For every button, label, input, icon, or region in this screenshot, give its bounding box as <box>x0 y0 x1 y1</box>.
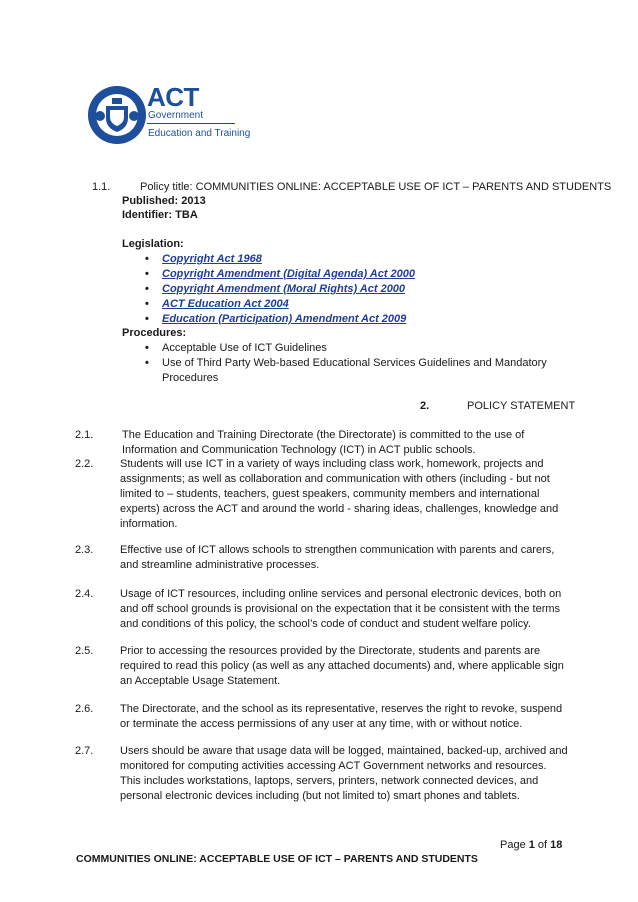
legislation-link[interactable]: Copyright Amendment (Moral Rights) Act 2000 <box>162 283 406 295</box>
paragraph-line: and streamline administrative processes. <box>120 559 320 571</box>
page-number <box>500 838 562 853</box>
procedures-list <box>145 341 547 371</box>
legislation-item[interactable] <box>145 282 415 297</box>
paragraph-line: Information and Communication Technology (ICT) in ACT public schools. <box>122 444 476 456</box>
paragraph-line: information. <box>120 518 178 530</box>
paragraph-line: monitored for computing activities accessing ACT Government networks and resources. <box>120 760 547 772</box>
page-prefix: Page <box>500 839 529 851</box>
procedure-item: • Acceptable Use of ICT Guidelines <box>145 341 547 356</box>
footer-title: COMMUNITIES ONLINE: ACCEPTABLE USE OF ICT – PARENTS AND STUDENTS <box>76 853 478 865</box>
published-label: Published: 2013 <box>122 195 206 207</box>
logo-government-text: Government <box>148 110 204 121</box>
policy-number: 1.1. <box>92 181 111 193</box>
paragraph-line: This includes workstations, laptops, servers, printers, network connected devices, and <box>120 775 539 787</box>
legislation-item[interactable] <box>145 297 415 312</box>
legislation-item[interactable] <box>145 312 415 327</box>
paragraph-line: Prior to accessing the resources provided by the Directorate, students and parents are <box>120 645 541 657</box>
paragraph-line: Effective use of ICT allows schools to strengthen communication with parents and carers, <box>120 544 555 556</box>
section-number: 2. <box>420 400 430 412</box>
paragraph-line: Usage of ICT resources, including online services and personal electronic devices, both on <box>120 588 562 600</box>
procedure-item: • Use of Third Party Web-based Educational Services Guidelines and Mandatory <box>145 356 547 371</box>
legislation-link[interactable]: ACT Education Act 2004 <box>162 298 289 310</box>
paragraph-line: required to read this policy (as well as any attached documents) and, where applicable sign <box>120 660 564 672</box>
paragraph-line: Users should be aware that usage data will be logged, maintained, backed-up, archived and <box>120 745 568 757</box>
paragraph-line: and off school grounds is provisional on the expectation that it be consistent with the terms <box>120 603 561 615</box>
paragraph-number: 2.6. <box>75 703 94 715</box>
paragraph-number: 2.1. <box>75 429 94 441</box>
paragraph-line: The Directorate, and the school as its representative, reserves the right to revoke, suspend <box>120 703 563 715</box>
paragraph-number: 2.2. <box>75 458 94 470</box>
procedures-heading: Procedures: <box>122 327 187 339</box>
section-heading: POLICY STATEMENT <box>467 400 576 412</box>
paragraph-line: assignments; as well as collaboration and communication with others (including - but not <box>120 473 550 485</box>
legislation-link[interactable]: Education (Participation) Amendment Act 2009 <box>162 313 407 325</box>
legislation-link[interactable]: Copyright Amendment (Digital Agenda) Act 2000 <box>162 268 416 280</box>
paragraph-line: and conditions of this policy, the school’s code of conduct and student welfare policy. <box>120 618 531 630</box>
paragraph-line: limited to – students, teachers, guest speakers, community members and international <box>120 488 540 500</box>
policy-title: Policy title: COMMUNITIES ONLINE: ACCEPTABLE USE OF ICT – PARENTS AND STUDENTS <box>140 181 612 193</box>
paragraph-line: Students will use ICT in a variety of ways including class work, homework, projects and <box>120 458 544 470</box>
legislation-heading: Legislation: <box>122 238 184 250</box>
logo-act-wordmark: ACT <box>147 82 199 112</box>
legislation-item[interactable] <box>145 252 415 267</box>
page-total: 18 <box>550 839 563 851</box>
legislation-item[interactable] <box>145 267 415 282</box>
legislation-list <box>145 252 415 327</box>
paragraph-line: or terminate the access permissions of any user at any time, with or without notice. <box>120 718 523 730</box>
logo-divider <box>147 123 235 124</box>
paragraph-number: 2.7. <box>75 745 94 757</box>
paragraph-line: personal electronic devices including (but not limited to) smart phones and tablets. <box>120 790 520 802</box>
procedure-item-continuation: Procedures <box>162 372 219 384</box>
paragraph-line: The Education and Training Directorate (the Directorate) is committed to the use of <box>122 429 525 441</box>
identifier-label: Identifier: TBA <box>122 209 198 221</box>
paragraph-number: 2.5. <box>75 645 94 657</box>
legislation-link[interactable]: Copyright Act 1968 <box>162 253 262 265</box>
logo-department-text: Education and Training <box>148 128 251 139</box>
paragraph-line: an Acceptable Usage Statement. <box>120 675 281 687</box>
page-current: 1 <box>528 839 535 851</box>
paragraph-number: 2.4. <box>75 588 94 600</box>
paragraph-line: experts) across the ACT and around the world - sharing ideas, challenges, knowledge and <box>120 503 559 515</box>
page-of: of <box>534 839 551 851</box>
paragraph-number: 2.3. <box>75 544 94 556</box>
